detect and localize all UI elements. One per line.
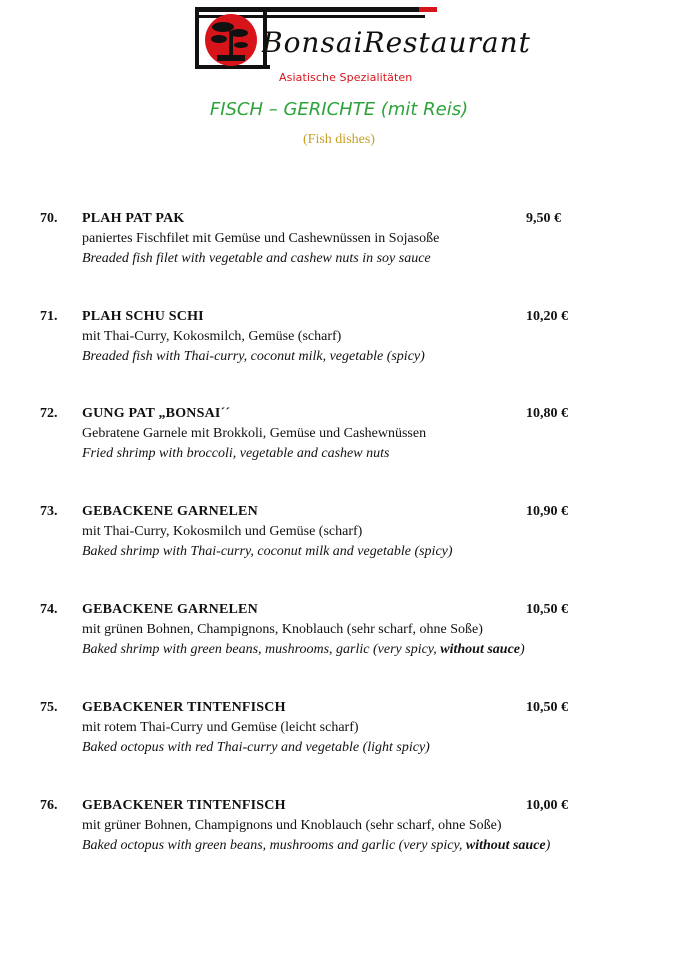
item-name: PLAH PAT PAK [82, 211, 185, 226]
menu-item [0, 602, 678, 662]
item-price: 10,50 € [526, 602, 568, 617]
item-price: 9,50 € [526, 211, 561, 226]
item-price: 10,50 € [526, 700, 568, 715]
item-name: GEBACKENER TINTENFISCH [82, 700, 286, 715]
page-subtitle: (Fish dishes) [303, 132, 375, 147]
item-price: 10,80 € [526, 406, 568, 421]
item-number: 71. [40, 309, 58, 324]
logo-tagline: Asiatische Spezialitäten [279, 71, 413, 84]
item-description-de: mit rotem Thai-Curry und Gemüse (leicht scharf) [82, 720, 359, 735]
item-description-de: paniertes Fischfilet mit Gemüse und Cashewnüssen in Sojasoße [82, 231, 440, 246]
item-description-en: Fried shrimp with broccoli, vegetable and cashew nuts [82, 446, 390, 461]
item-price: 10,00 € [526, 798, 568, 813]
item-name: GEBACKENE GARNELEN [82, 504, 258, 519]
item-description-en: Baked shrimp with Thai-curry, coconut milk and vegetable (spicy) [82, 544, 453, 559]
item-price: 10,90 € [526, 504, 568, 519]
item-description-de: mit grünen Bohnen, Champignons, Knoblauch (sehr scharf, ohne Soße) [82, 622, 483, 637]
menu-item [0, 406, 678, 466]
item-number: 70. [40, 211, 58, 226]
page-title: FISCH – GERICHTE (mit Reis) [209, 99, 469, 120]
logo-name: BonsaiRestaurant [262, 26, 531, 59]
item-description-en: Breaded fish filet with vegetable and cashew nuts in soy sauce [82, 251, 431, 266]
item-number: 75. [40, 700, 58, 715]
item-number: 72. [40, 406, 58, 421]
item-description-de: mit Thai-Curry, Kokosmilch und Gemüse (scharf) [82, 524, 363, 539]
item-description-en: Baked octopus with green beans, mushrooms and garlic (very spicy, without sauce) [82, 838, 551, 853]
item-description-en: Baked shrimp with green beans, mushrooms, garlic (very spicy, without sauce) [82, 642, 525, 657]
item-name: GUNG PAT „BONSAI´´ [82, 406, 231, 421]
menu-item [0, 211, 678, 271]
menu-item [0, 798, 678, 858]
item-number: 74. [40, 602, 58, 617]
item-name: PLAH SCHU SCHI [82, 309, 204, 324]
item-name: GEBACKENE GARNELEN [82, 602, 258, 617]
item-description-de: Gebratene Garnele mit Brokkoli, Gemüse und Cashewnüssen [82, 426, 427, 441]
menu-item [0, 504, 678, 564]
item-number: 76. [40, 798, 58, 813]
item-number: 73. [40, 504, 58, 519]
item-description-en: Breaded fish with Thai-curry, coconut milk, vegetable (spicy) [82, 349, 425, 364]
item-price: 10,20 € [526, 309, 568, 324]
item-description-en: Baked octopus with red Thai-curry and vegetable (light spicy) [82, 740, 430, 755]
menu-item [0, 309, 678, 369]
menu-item [0, 700, 678, 760]
item-description-de: mit grüner Bohnen, Champignons und Knoblauch (sehr scharf, ohne Soße) [82, 818, 502, 833]
item-description-de: mit Thai-Curry, Kokosmilch, Gemüse (scharf) [82, 329, 342, 344]
item-name: GEBACKENER TINTENFISCH [82, 798, 286, 813]
